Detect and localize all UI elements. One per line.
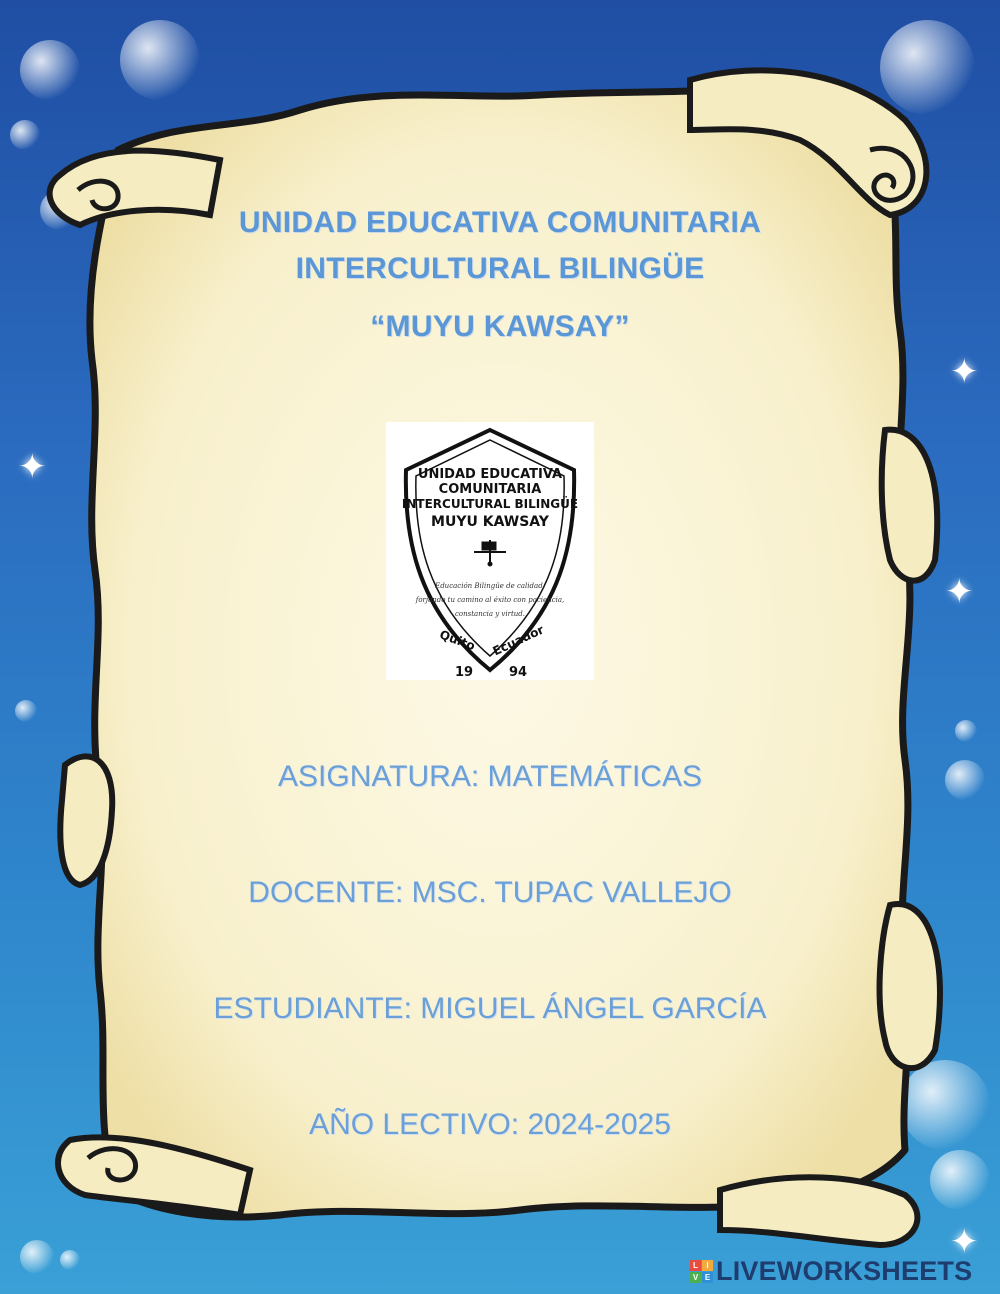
crest-year-left: 19: [454, 665, 474, 680]
sparkle-decoration: ✦: [950, 1223, 979, 1261]
sparkle-decoration: ✦: [945, 573, 974, 611]
liveworksheets-wordmark: LIVEWORKSHEETS: [716, 1255, 973, 1286]
crest-country: Ecuador: [490, 622, 547, 659]
brand-block: I: [702, 1260, 713, 1271]
school-year-label: AÑO LECTIVO: 2024-2025: [309, 1108, 671, 1141]
school-name-line2: INTERCULTURAL BILINGÜE: [295, 252, 705, 285]
crest-motto1: Educación Bilingüe de calidad,: [435, 582, 545, 590]
brand-block: L: [690, 1260, 701, 1271]
school-name-quote: “MUYU KAWSAY”: [370, 310, 630, 343]
liveworksheets-blocks-icon: [690, 1260, 713, 1283]
shield-icon: [386, 422, 594, 680]
crest-motto3: constancia y virtud.: [454, 610, 526, 618]
crest-year-right: 94: [508, 665, 528, 680]
sparkle-decoration: ✦: [18, 448, 47, 486]
crest-line3: INTERCULTURAL BILINGÜE: [401, 497, 579, 511]
brand-block: E: [702, 1272, 713, 1283]
liveworksheets-logo: [690, 1256, 972, 1286]
crest-line1: UNIDAD EDUCATIVA: [417, 467, 563, 482]
student-label: ESTUDIANTE: MIGUEL ÁNGEL GARCÍA: [213, 992, 767, 1025]
subject-label: ASIGNATURA: MATEMÁTICAS: [278, 760, 702, 793]
teacher-label: DOCENTE: MSC. TUPAC VALLEJO: [248, 876, 732, 909]
sparkle-decoration: ✦: [950, 353, 979, 391]
crest-line2: COMUNITARIA: [438, 482, 542, 497]
school-crest-logo: [386, 422, 594, 680]
crest-motto2: forjando tu camino al éxito con paciencia,: [415, 596, 565, 604]
school-name-line1: UNIDAD EDUCATIVA COMUNITARIA: [238, 206, 762, 239]
crest-line4: MUYU KAWSAY: [431, 514, 549, 530]
crest-city: Quito: [437, 627, 478, 654]
brand-block: V: [690, 1272, 701, 1283]
